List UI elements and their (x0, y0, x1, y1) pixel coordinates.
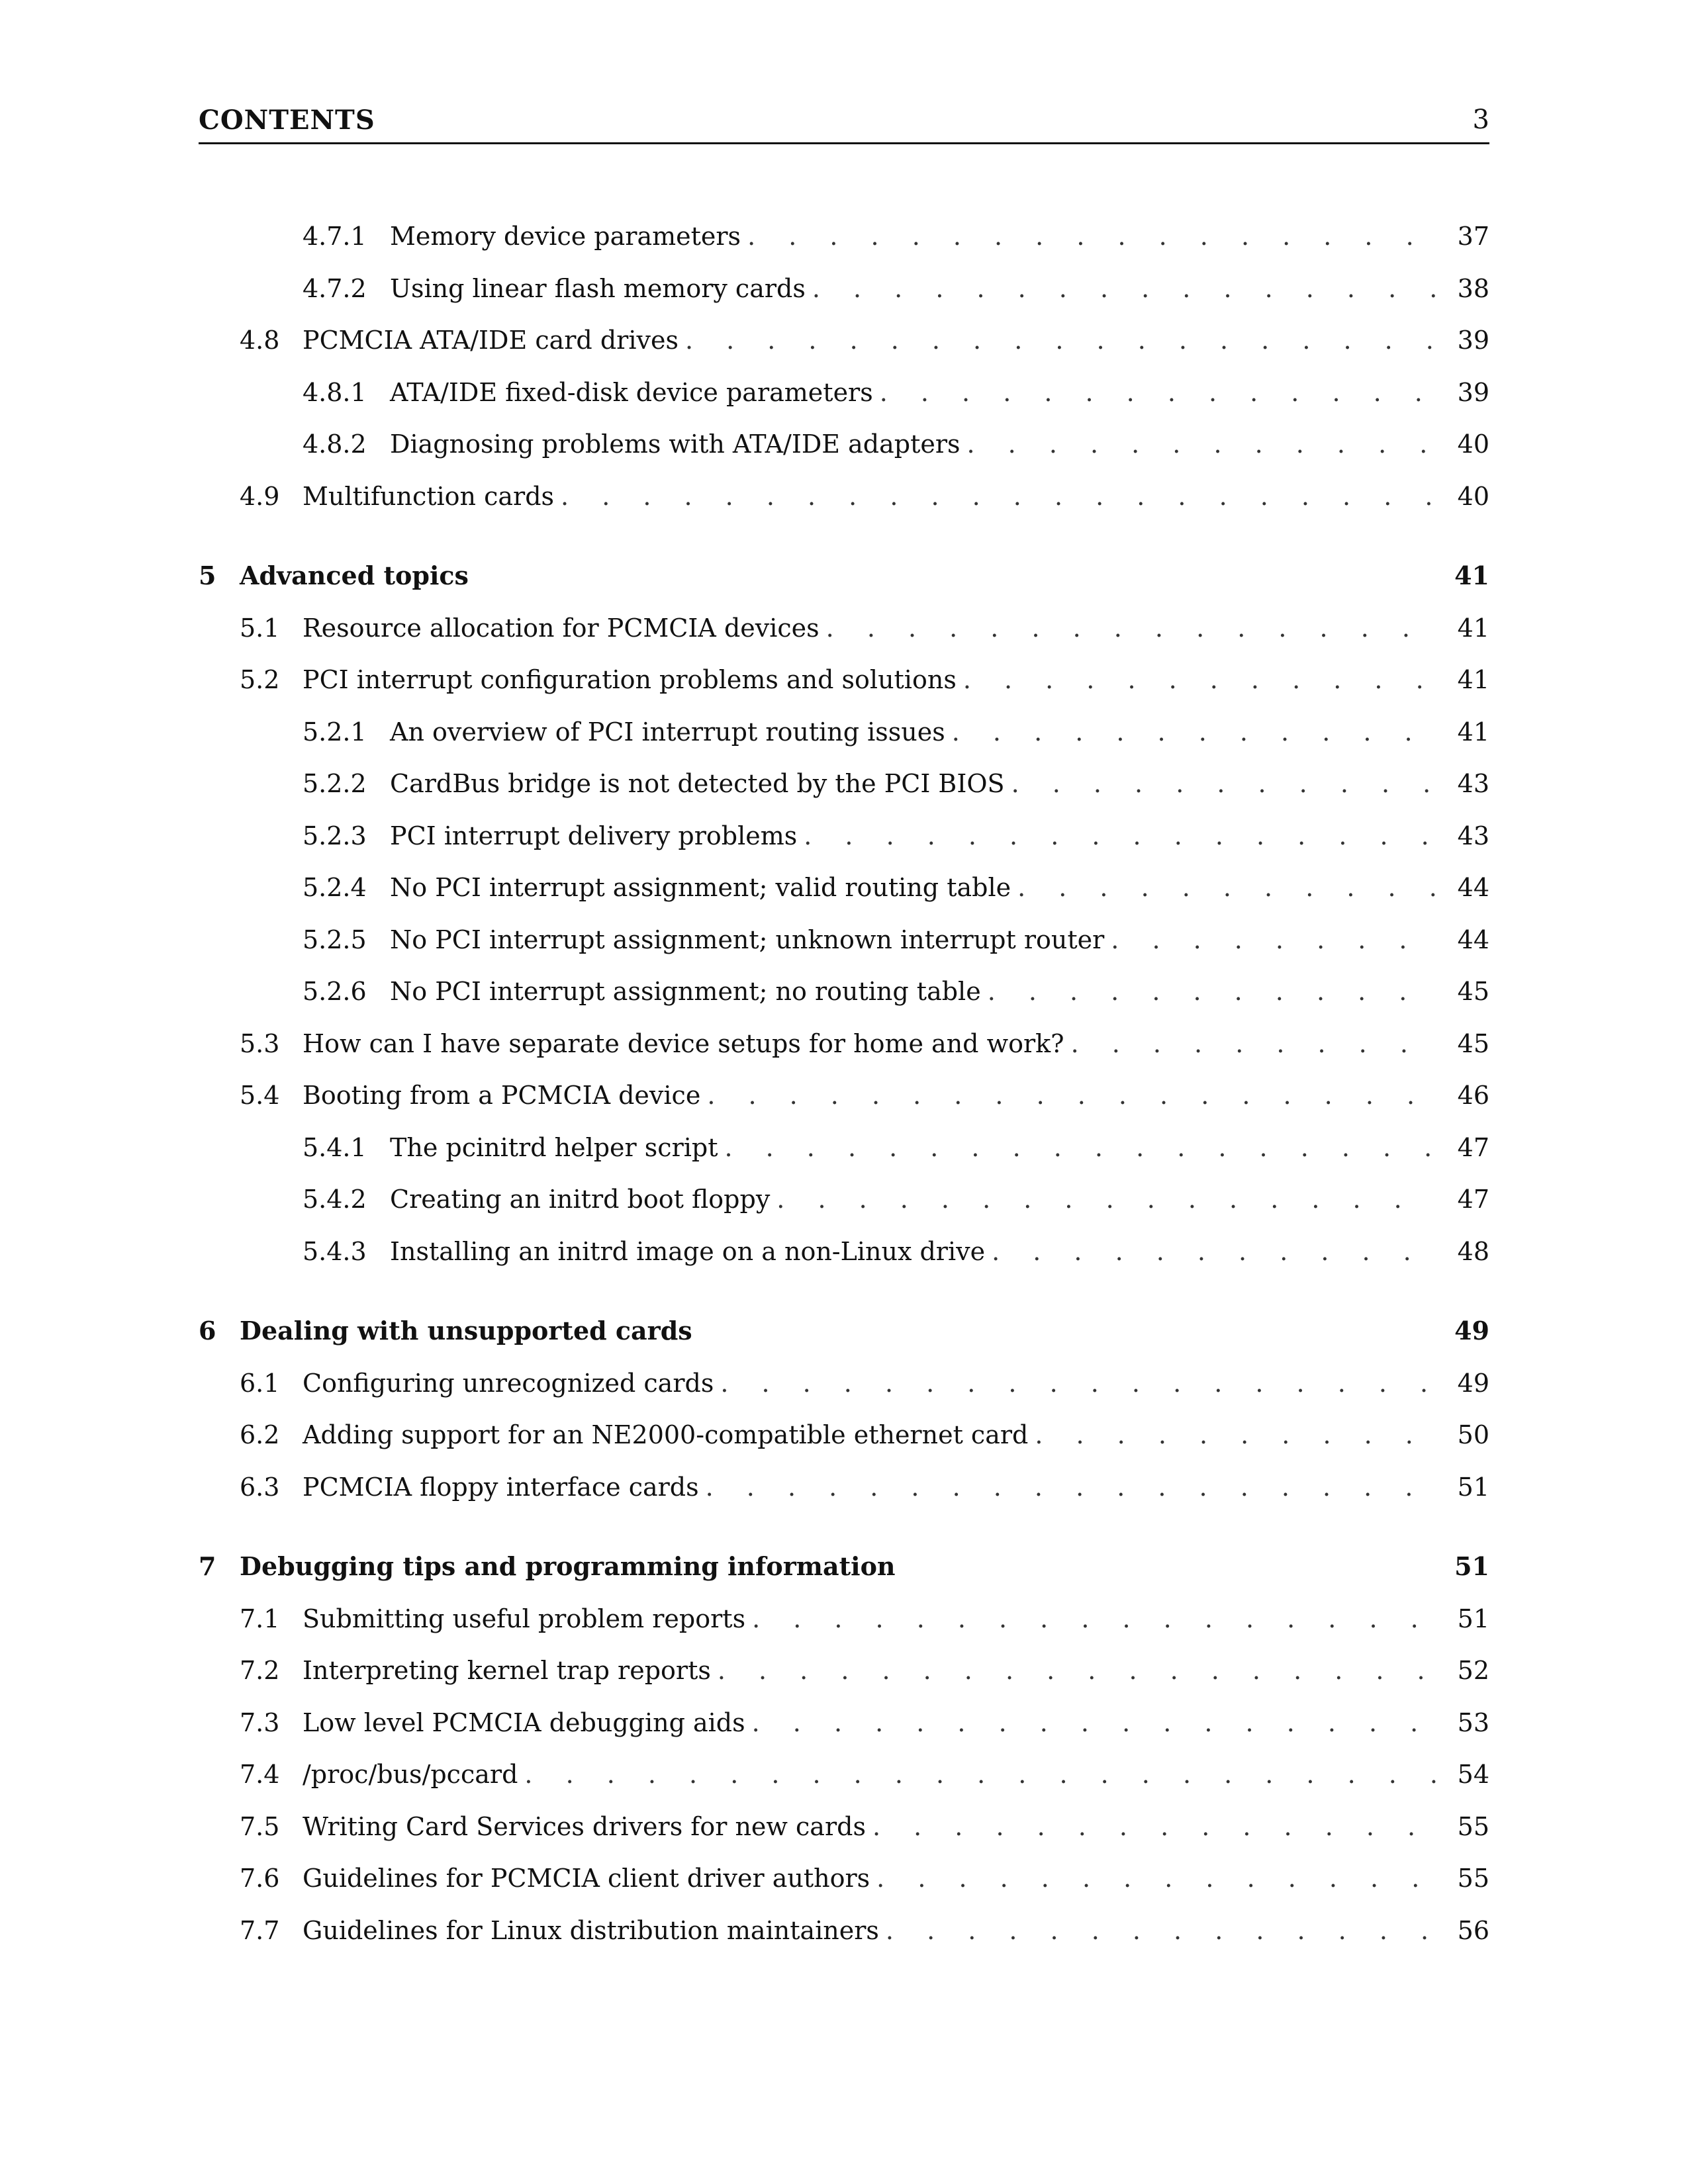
toc-entry-number: 7.4 (240, 1760, 280, 1789)
toc-dot-leader (963, 667, 1436, 692)
toc-dot-leader (804, 823, 1436, 848)
toc-section-entry[interactable] (199, 1318, 1489, 1371)
toc-entry-page: 47 (1457, 1185, 1489, 1214)
toc-entry-page: 54 (1457, 1760, 1489, 1789)
header-title: CONTENTS (199, 105, 375, 136)
toc-subsection-entry[interactable] (199, 1866, 1489, 1918)
toc-entry-page: 38 (1457, 273, 1489, 303)
toc-dot-leader (988, 979, 1436, 1004)
toc-entry-page: 51 (1457, 1604, 1489, 1633)
toc-entry-page: 41 (1457, 665, 1489, 694)
toc-subsection-entry[interactable] (199, 1658, 1489, 1710)
toc-subsection-entry[interactable] (199, 1368, 1489, 1423)
toc-entry-title: Creating an initrd boot floppy (390, 1187, 776, 1212)
toc-entry-number: 7.1 (240, 1604, 280, 1633)
page-header (199, 105, 1489, 144)
toc-entry-title: PCI interrupt configuration problems and solutions (303, 667, 963, 692)
toc-entry-page: 43 (1457, 769, 1489, 798)
toc-entry-title: Submitting useful problem reports (303, 1606, 752, 1631)
toc-entry-title: Memory device parameters (390, 224, 747, 249)
toc-entry-page: 56 (1457, 1915, 1489, 1945)
toc-entry-page: 50 (1457, 1420, 1489, 1449)
toc-entry-page: 49 (1454, 1316, 1489, 1345)
toc-subsection-entry[interactable] (199, 667, 1489, 719)
toc-entry-page: 44 (1457, 873, 1489, 902)
toc-entry-title: Using linear flash memory cards (390, 276, 812, 301)
toc-entry-number: 7 (199, 1551, 216, 1581)
toc-dot-leader (826, 615, 1436, 641)
toc-subsection-entry[interactable] (199, 1707, 1489, 1762)
toc-dot-leader (747, 224, 1436, 249)
toc-entry-page: 53 (1457, 1707, 1489, 1737)
toc-dot-leader (752, 1606, 1436, 1631)
toc-dot-leader (752, 1710, 1436, 1735)
toc-entry-number: 5.4 (240, 1081, 280, 1110)
toc-entry-title: Low level PCMCIA debugging aids (303, 1710, 752, 1735)
toc-entry-title: PCI interrupt delivery problems (390, 823, 804, 848)
toc-subsubsection-entry[interactable] (199, 979, 1489, 1031)
toc-subsection-entry[interactable] (199, 1762, 1489, 1814)
toc-subsection-entry[interactable] (199, 1915, 1489, 1970)
toc-dot-leader (1011, 771, 1436, 796)
toc-entry-page: 41 (1457, 613, 1489, 643)
toc-subsubsection-entry[interactable] (199, 771, 1489, 823)
toc-entry-number: 5.4.3 (303, 1236, 367, 1266)
toc-entry-page: 45 (1457, 977, 1489, 1006)
toc-dot-leader (718, 1658, 1436, 1683)
toc-entry-title: How can I have separate device setups for home and work? (303, 1031, 1071, 1056)
toc-dot-leader (707, 1083, 1436, 1108)
toc-entry-number: 5.3 (240, 1028, 280, 1058)
toc-entry-number: 4.9 (240, 481, 280, 511)
toc-dot-leader (872, 1814, 1436, 1839)
toc-entry-title: PCMCIA ATA/IDE card drives (303, 328, 685, 353)
toc-entry-title: Writing Card Services drivers for new cards (303, 1814, 872, 1839)
toc-entry-title: ATA/IDE fixed-disk device parameters (390, 380, 880, 405)
toc-entry-number: 7.2 (240, 1656, 280, 1685)
toc-entry-title: The pcinitrd helper script (390, 1135, 724, 1160)
toc-subsubsection-entry[interactable] (199, 875, 1489, 927)
toc-entry-number: 5.1 (240, 613, 280, 643)
toc-subsection-entry[interactable] (199, 1422, 1489, 1475)
toc-dot-leader (880, 380, 1436, 405)
toc-entry-title: Configuring unrecognized cards (303, 1371, 720, 1396)
toc-subsubsection-entry[interactable] (199, 273, 1489, 328)
toc-entry-page: 47 (1457, 1132, 1489, 1162)
toc-entry-number: 7.5 (240, 1811, 280, 1841)
toc-dot-leader (967, 432, 1437, 457)
toc-entry-title: /proc/bus/pccard (303, 1762, 524, 1787)
toc-subsubsection-entry[interactable] (199, 1132, 1489, 1187)
toc-dot-leader (1071, 1031, 1436, 1056)
toc-dot-leader (1017, 875, 1436, 900)
toc-subsection-entry[interactable] (199, 1811, 1489, 1866)
toc-entry-title: CardBus bridge is not detected by the PCI BIOS (390, 771, 1011, 796)
toc-dot-leader (685, 328, 1436, 353)
toc-entry-number: 4.7.2 (303, 273, 367, 303)
toc-entry-number: 6 (199, 1316, 216, 1345)
toc-subsection-entry[interactable] (199, 328, 1489, 380)
toc-entry-page: 46 (1457, 1081, 1489, 1110)
toc-entry-number: 5.4.2 (303, 1185, 367, 1214)
toc-entry-number: 5 (199, 561, 216, 590)
toc-entry-page: 55 (1457, 1864, 1489, 1893)
table-of-contents (199, 224, 1489, 1970)
toc-subsection-entry[interactable] (199, 1083, 1489, 1135)
toc-entry-number: 4.8.2 (303, 430, 367, 459)
toc-entry-number: 7.3 (240, 1707, 280, 1737)
toc-entry-title: Debugging tips and programming information (240, 1554, 902, 1579)
toc-entry-title: No PCI interrupt assignment; valid routing table (390, 875, 1017, 900)
toc-entry-number: 5.2.2 (303, 769, 367, 798)
toc-entry-page: 49 (1457, 1368, 1489, 1398)
toc-entry-number: 5.2.1 (303, 717, 367, 747)
toc-entry-page: 39 (1457, 377, 1489, 407)
toc-entry-page: 43 (1457, 821, 1489, 850)
toc-dot-leader (992, 1239, 1436, 1264)
toc-entry-number: 7.7 (240, 1915, 280, 1945)
toc-entry-page: 40 (1457, 430, 1489, 459)
toc-section-entry[interactable] (199, 1551, 1489, 1606)
toc-entry-title: Booting from a PCMCIA device (303, 1083, 707, 1108)
toc-entry-title: Resource allocation for PCMCIA devices (303, 615, 826, 641)
toc-subsubsection-entry[interactable] (199, 1236, 1489, 1291)
toc-entry-page: 37 (1457, 222, 1489, 251)
toc-subsubsection-entry[interactable] (199, 1187, 1489, 1239)
toc-entry-title: No PCI interrupt assignment; unknown interrupt router (390, 927, 1111, 952)
toc-entry-page: 40 (1457, 481, 1489, 511)
toc-entry-title: Guidelines for Linux distribution maintainers (303, 1918, 886, 1943)
toc-entry-page: 55 (1457, 1811, 1489, 1841)
toc-entry-number: 7.6 (240, 1864, 280, 1893)
toc-subsection-entry[interactable] (199, 615, 1489, 668)
toc-entry-page: 52 (1457, 1656, 1489, 1685)
toc-subsection-entry[interactable] (199, 1028, 1489, 1083)
toc-entry-page: 48 (1457, 1236, 1489, 1266)
toc-entry-number: 6.1 (240, 1368, 280, 1398)
toc-entry-title: PCMCIA floppy interface cards (303, 1475, 706, 1500)
toc-entry-page: 44 (1457, 925, 1489, 954)
toc-subsubsection-entry[interactable] (199, 719, 1489, 772)
toc-subsubsection-entry[interactable] (199, 823, 1489, 876)
toc-entry-number: 5.2.4 (303, 873, 367, 902)
toc-entry-title: Installing an initrd image on a non-Linux drive (390, 1239, 992, 1264)
toc-dot-leader (776, 1187, 1436, 1212)
toc-dot-leader (1035, 1422, 1436, 1447)
toc-entry-number: 5.2.3 (303, 821, 367, 850)
toc-entry-page: 39 (1457, 326, 1489, 355)
toc-dot-leader (812, 276, 1436, 301)
toc-dot-leader (886, 1918, 1436, 1943)
toc-entry-page: 51 (1457, 1472, 1489, 1502)
toc-entry-number: 5.2 (240, 665, 280, 694)
toc-dot-leader (524, 1762, 1436, 1787)
toc-dot-leader (724, 1135, 1436, 1160)
toc-entry-title: Guidelines for PCMCIA client driver authors (303, 1866, 876, 1891)
toc-entry-page: 45 (1457, 1028, 1489, 1058)
toc-dot-leader (720, 1371, 1436, 1396)
toc-entry-title: Interpreting kernel trap reports (303, 1658, 718, 1683)
toc-dot-leader (561, 484, 1436, 509)
toc-entry-page: 41 (1457, 717, 1489, 747)
toc-entry-title: No PCI interrupt assignment; no routing table (390, 979, 988, 1004)
toc-dot-leader (876, 1866, 1436, 1891)
toc-entry-title: Diagnosing problems with ATA/IDE adapters (390, 432, 967, 457)
toc-entry-number: 4.7.1 (303, 222, 367, 251)
toc-entry-page: 41 (1454, 561, 1489, 590)
toc-subsection-entry[interactable] (199, 481, 1489, 536)
toc-entry-number: 4.8.1 (303, 377, 367, 407)
toc-section-entry[interactable] (199, 563, 1489, 615)
toc-entry-number: 5.2.6 (303, 977, 367, 1006)
toc-entry-number: 6.2 (240, 1420, 280, 1449)
toc-entry-number: 4.8 (240, 326, 280, 355)
toc-entry-number: 5.2.5 (303, 925, 367, 954)
toc-subsection-entry[interactable] (199, 1472, 1489, 1527)
toc-entry-title: Multifunction cards (303, 484, 561, 509)
header-page-number: 3 (1472, 105, 1489, 135)
toc-subsubsection-entry[interactable] (199, 224, 1489, 276)
toc-dot-leader (1111, 927, 1436, 952)
toc-entry-title: An overview of PCI interrupt routing issues (390, 719, 952, 745)
toc-dot-leader (706, 1475, 1436, 1500)
toc-entry-number: 5.4.1 (303, 1132, 367, 1162)
toc-entry-title: Adding support for an NE2000-compatible ethernet card (303, 1422, 1035, 1447)
toc-dot-leader (952, 719, 1436, 745)
toc-entry-title: Advanced topics (240, 563, 475, 588)
toc-subsubsection-entry[interactable] (199, 432, 1489, 484)
toc-entry-page: 51 (1454, 1551, 1489, 1581)
toc-entry-number: 6.3 (240, 1472, 280, 1502)
toc-subsubsection-entry[interactable] (199, 927, 1489, 979)
toc-subsection-entry[interactable] (199, 1606, 1489, 1659)
toc-entry-title: Dealing with unsupported cards (240, 1318, 699, 1343)
toc-subsubsection-entry[interactable] (199, 377, 1489, 432)
